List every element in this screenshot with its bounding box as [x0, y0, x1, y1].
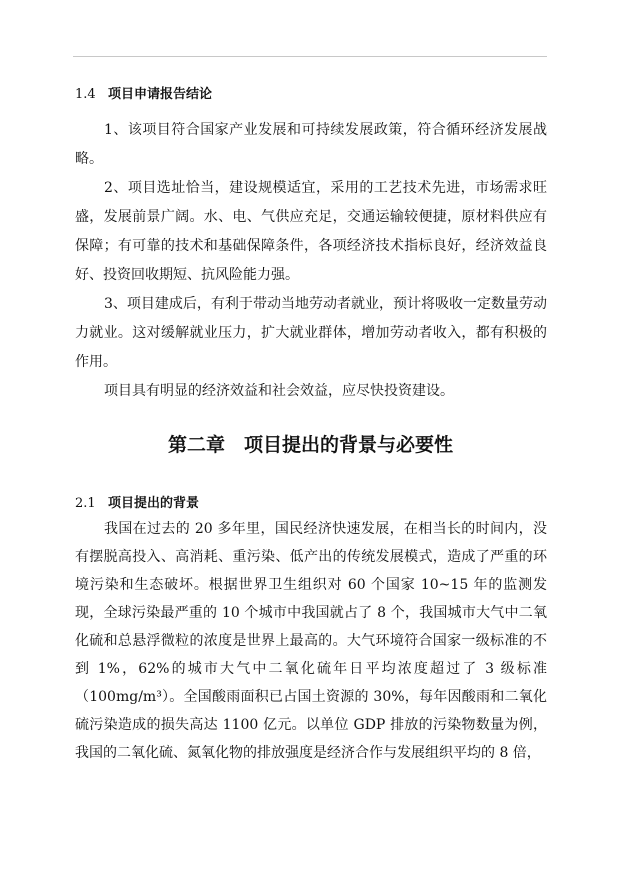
conclusion-paragraph-3: 3、项目建成后，有利于带动当地劳动者就业，预计将吸收一定数量劳动力就业。这对缓解就业压力，扩大就业群体，增加劳动者收入，都有积极的作用。 [75, 296, 547, 370]
section-title: 项目提出的背景 [108, 496, 200, 511]
section-heading-2-1 [75, 492, 199, 511]
chapter-title: 第二章 项目提出的背景与必要性 [167, 434, 453, 456]
conclusion-paragraph-2: 2、项目选址恰当，建设规模适宜，采用的工艺技术先进，市场需求旺盛，发展前景广阔。水、电、气供应充足，交通运输较便捷，原材料供应有保障；有可靠的技术和基础保障条件，各项经济技术指标良好，经济效益良好、投资回收期短、抗风险能力强。 [75, 180, 547, 283]
section-heading-1-4 [75, 83, 212, 102]
section-title: 项目申请报告结论 [108, 87, 213, 102]
section-number: 1.4 [75, 87, 96, 102]
section-number: 2.1 [75, 496, 96, 511]
background-paragraph: 我国在过去的 20 多年里，国民经济快速发展，在相当长的时间内，没有摆脱高投入、高消耗、重污染、低产出的传统发展模式，造成了严重的环境污染和生态破坏。根据世界卫生组织对 60 个国家 10~15 年的监测发现，全球污染最严重的 10 个城市中我国就占了 8 个，我国城市大气中二氧化硫和总悬浮微粒的浓度是世界上最高的。大气环境符合国家一级标准的不到 1%，62%的城市大气中二氧化硫年日平均浓度超过了 3 级标准（100mg/m³）。全国酸雨面积已占国土资源的 30%，每年因酸雨和二氧化硫污染造成的损失高达 1100 亿元。以单位 GDP 排放的污染物数量为例，我国的二氧化硫、氮氧化物的排放强度是经济合作与发展组织平均的 8 倍， [75, 521, 547, 761]
conclusion-paragraph-1: 1、该项目符合国家产业发展和可持续发展政策，符合循环经济发展战略。 [75, 122, 547, 167]
conclusion-summary: 项目具有明显的经济效益和社会效益，应尽快投资建设。 [104, 383, 454, 399]
header-rule [73, 56, 547, 57]
